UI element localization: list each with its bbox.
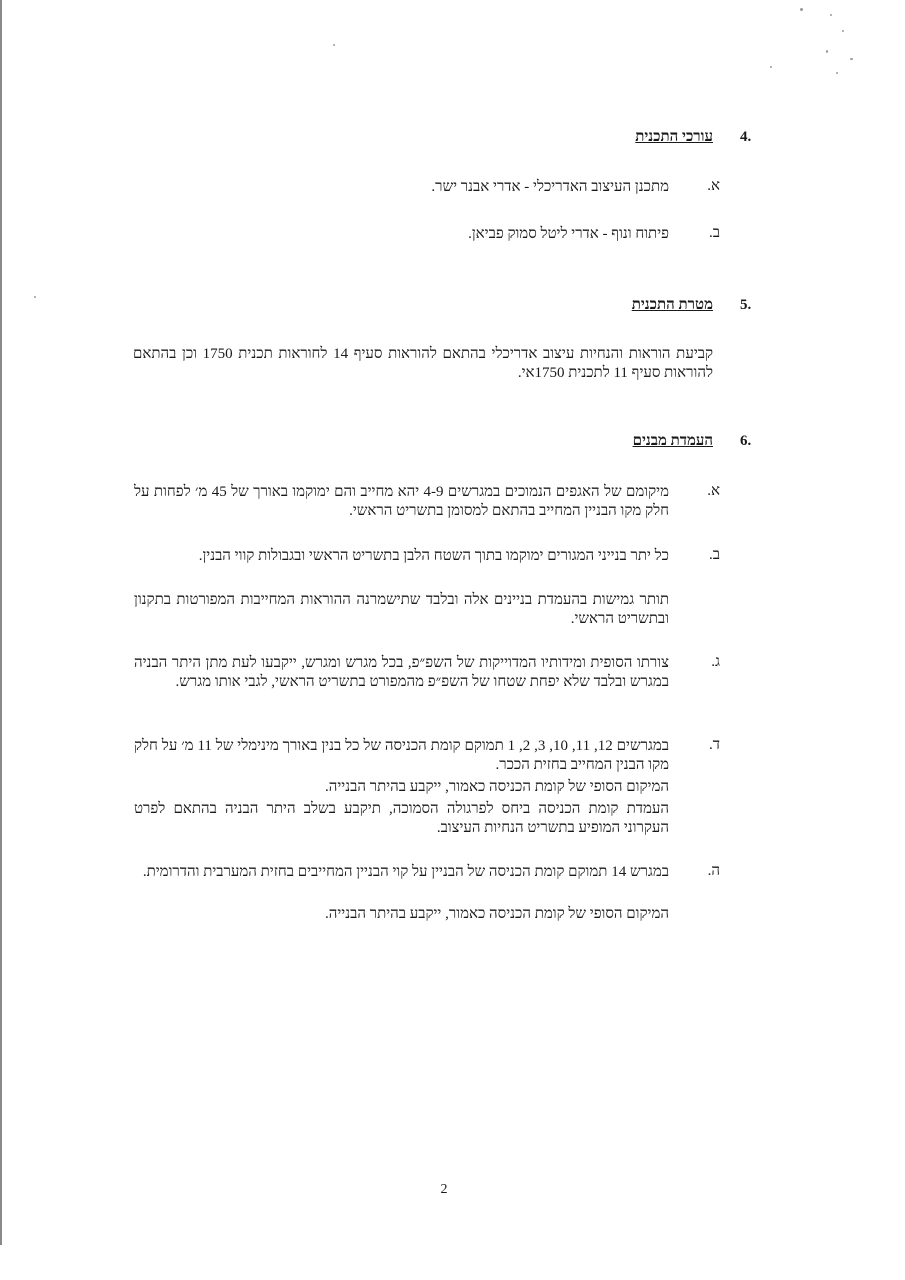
scan-speck (830, 14, 832, 16)
section-title: מטרת התכנית (631, 297, 713, 313)
scan-speck (770, 66, 772, 68)
section-heading (632, 297, 713, 314)
item-paragraph: במגרש 14 תמוקם קומת הכניסה של הבניין על קוי הבניין המחייבים בחזית המערבית והדרומית. (142, 864, 669, 880)
scan-speck (34, 296, 36, 298)
scan-speck (836, 72, 838, 74)
section-title: עורכי התכנית (635, 129, 713, 145)
section-number: 4. (740, 129, 752, 145)
item-paragraph: צורתו הסופית ומידותיו המדוייקות של השפ״פ, בכל מגרש ומגרש, ייקבעו לעת מתן היתר הבניה במגרש ובלבד שלא יפחת שטחו של השפ״פ מהמפורט בתשריט הראשי, לגבי אותו מגרש. (134, 655, 669, 690)
scan-edge (0, 0, 2, 1245)
item-paragraph: במגרשים 12, 11, 10, 3, 2, 1 תמוקם קומת הכניסה של כל בנין באורך מינימלי של 11 מ׳ על חלק מקו הבנין המחייב בחזית הככר. (134, 738, 670, 773)
item-paragraph: המיקום הסופי של קומת הכניסה כאמור, ייקבע בהיתר הבנייה. (324, 906, 669, 922)
item-letter: א. (707, 178, 720, 194)
scan-speck (842, 30, 844, 32)
item-paragraph: המיקום הסופי של קומת הכניסה כאמור, ייקבע בהיתר הבנייה. (324, 779, 669, 795)
scan-speck (850, 58, 853, 60)
scan-speck (826, 50, 828, 53)
item-paragraph: העמדת קומת הכניסה ביחס לפרגולה הסמוכה, תיקבע בשלב היתר הבניה בהתאם לפרט העקרוני המופיע בתשריט הנחיות העיצוב. (134, 801, 669, 836)
item-letter: א. (707, 483, 720, 499)
item-text: פיתוח ונוף - אדרי ליטל סמוק פביאן. (468, 226, 669, 242)
item-letter: ב. (709, 547, 720, 563)
item-letter: ה. (707, 863, 720, 879)
section-number: 5. (740, 297, 752, 313)
section-number: 6. (740, 433, 752, 449)
item-paragraph: תותר גמישות בהעמדת בניינים אלה ובלבד שתישמרנה ההוראות המחייבות המפורטות בתקנון ובתשריט הראשי. (134, 592, 669, 627)
section-heading (633, 433, 713, 450)
section-heading (635, 129, 713, 146)
item-letter: ב. (709, 225, 720, 241)
item-letter: ד. (709, 737, 720, 753)
page-number: 2 (440, 1182, 448, 1197)
item-paragraph: מיקומם של האגפים הנמוכים במגרשים 4-9 יהא מחייב והם ימוקמו באורך של 45 מ׳ לפחות על חלק מקו הבניין המחייב בהתאם למסומן בתשריט הראשי. (134, 484, 669, 519)
section-paragraph: קביעת הוראות והנחיות עיצוב אדריכלי בהתאם להוראות סעיף 14 לחוראות תכנית 1750 וכן בהתאם להוראות סעיף 11 לתכנית 1750אי. (133, 346, 714, 381)
scan-speck (333, 44, 335, 46)
item-text: מתכנן העיצוב האדריכלי - אדרי אבנר ישר. (431, 179, 669, 195)
section-title: העמדת מבנים (632, 433, 713, 449)
item-letter: ג. (711, 654, 720, 670)
scan-speck (800, 8, 803, 11)
item-paragraph: כל יתר בנייני המגורים ימוקמו בתוך השטח הלבן בתשריט הראשי ובגבולות קווי הבנין. (198, 548, 669, 564)
